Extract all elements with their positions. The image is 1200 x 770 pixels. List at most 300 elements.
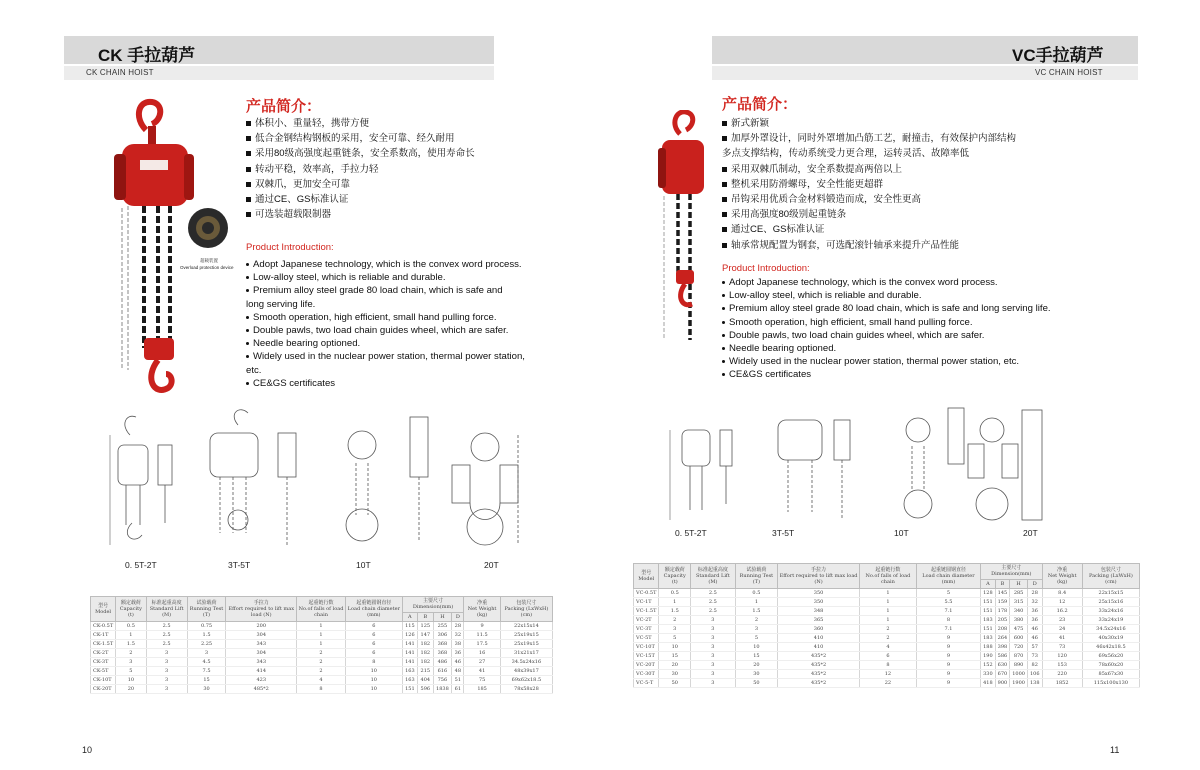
table-cell: 128 — [981, 588, 996, 597]
table-cell: 3 — [146, 666, 187, 675]
table-cell: CK-1.5T — [91, 639, 116, 648]
table-cell: 10 — [659, 642, 691, 651]
table-cell: 2.5 — [691, 597, 736, 606]
table-cell: 398 — [995, 642, 1010, 651]
table-cell: 50 — [659, 678, 691, 687]
list-item: Low-alloy steel, which is reliable and durable. — [722, 289, 1051, 302]
table-cell: 85x67x30 — [1082, 669, 1139, 678]
table-cell: 6 — [345, 639, 402, 648]
table-cell: 8 — [916, 615, 980, 624]
table-cell: 31x21x17 — [500, 648, 552, 657]
diagram-caption: 10T — [894, 528, 909, 538]
bullet-icon — [246, 182, 251, 187]
bullet-icon — [246, 151, 251, 156]
table-cell: 147 — [418, 630, 433, 639]
left-intro-en-title: Product Introduction: — [246, 242, 334, 253]
table-cell: 9 — [916, 642, 980, 651]
list-item: Adopt Japanese technology, which is the convex word process. — [246, 258, 525, 271]
diagram-caption: 0. 5T-2T — [675, 528, 707, 538]
table-cell: 435*2 — [778, 660, 860, 669]
table-cell: 2.5 — [146, 630, 187, 639]
list-item: 通过CE、GS标准认证 — [722, 222, 1016, 237]
table-cell: 12 — [1042, 597, 1082, 606]
list-item: CE&GS certificates — [246, 377, 525, 390]
list-item: Smooth operation, high efficient, small hand pulling force. — [722, 316, 1051, 329]
table-cell: 380 — [1010, 615, 1028, 624]
left-page-title: CK 手拉葫芦 — [98, 46, 196, 65]
bullet-icon — [722, 294, 725, 297]
list-item: Double pawls, two load chain guides wheel, which are safer. — [722, 329, 1051, 342]
device-label-en: Overload protection device — [180, 265, 234, 270]
table-cell: 15 — [187, 675, 226, 684]
table-cell: 0.5 — [116, 621, 146, 630]
bullet-icon — [722, 321, 725, 324]
table-cell: 115x100x130 — [1082, 678, 1139, 687]
table-row — [634, 624, 1140, 633]
ck-table-body — [91, 621, 553, 693]
table-cell: 2.5 — [146, 621, 187, 630]
diagram-caption: 20T — [1023, 528, 1038, 538]
table-cell: 24 — [1042, 624, 1082, 633]
bullet-icon — [246, 316, 249, 319]
table-cell: 264 — [995, 633, 1010, 642]
table-cell: VC-20T — [634, 660, 659, 669]
table-cell: 200 — [226, 621, 297, 630]
table-cell: 1 — [859, 606, 916, 615]
table-cell: 3 — [691, 624, 736, 633]
table-cell: 435*2 — [778, 651, 860, 660]
table-cell: VC-2T — [634, 615, 659, 624]
table-header-cell: B — [418, 612, 433, 621]
table-cell: 0.5 — [659, 588, 691, 597]
table-cell: 25x15x16 — [1082, 597, 1139, 606]
table-cell: 586 — [995, 651, 1010, 660]
table-cell: CK-2T — [91, 648, 116, 657]
bullet-icon — [722, 182, 727, 187]
table-cell: VC-5T — [634, 633, 659, 642]
list-item: 采用双棘爪制动，安全系数提高两倍以上 — [722, 162, 1016, 177]
table-cell: 7.1 — [916, 624, 980, 633]
table-header-cell: 净重 Net Weight (kg) — [1042, 564, 1082, 589]
table-cell: 1.5 — [735, 606, 778, 615]
table-header-cell: 额定载荷 Capacity (t) — [116, 597, 146, 622]
table-cell: 1 — [735, 597, 778, 606]
diagram-caption: 0. 5T-2T — [125, 560, 157, 570]
table-header-cell: 额定载荷 Capacity (t) — [659, 564, 691, 589]
table-cell: 10 — [345, 675, 402, 684]
table-cell: 182 — [418, 657, 433, 666]
table-cell: 20 — [735, 660, 778, 669]
table-cell: 46x42x18.5 — [1082, 642, 1139, 651]
right-page — [600, 0, 1200, 770]
table-cell: 11.5 — [464, 630, 500, 639]
table-cell: 22x15x15 — [1082, 588, 1139, 597]
table-cell: 182 — [418, 639, 433, 648]
table-cell: 141 — [402, 657, 417, 666]
table-cell: 15 — [659, 651, 691, 660]
table-cell: 2 — [735, 615, 778, 624]
table-cell: 410 — [778, 633, 860, 642]
list-item: 加厚外罩设计，同时外罩增加凸筋工艺，耐撞击，有效保护内部结构 多点支撑结构，传动系统受力更合理，运转灵活、故障率低 — [722, 133, 1017, 160]
table-cell: 185 — [464, 684, 500, 693]
table-header-cell: D — [1027, 579, 1042, 588]
table-cell: 368 — [433, 639, 452, 648]
table-cell: CK-5T — [91, 666, 116, 675]
table-row — [634, 615, 1140, 624]
table-cell: 40x30x19 — [1082, 633, 1139, 642]
table-cell: 30 — [187, 684, 226, 693]
bullet-icon — [246, 382, 249, 385]
table-cell: 3 — [691, 651, 736, 660]
right-intro-en-title: Product Introduction: — [722, 263, 810, 274]
list-item: 采用高强度80级别起重链条 — [722, 207, 1016, 222]
table-cell: 28 — [1027, 588, 1042, 597]
table-cell: 1838 — [433, 684, 452, 693]
table-cell: 1 — [859, 588, 916, 597]
table-header-cell: 包装尺寸 Packing (LxWxH) (cm) — [1082, 564, 1139, 589]
table-row — [91, 630, 553, 639]
table-cell: 890 — [1010, 660, 1028, 669]
diagram-caption: 3T-5T — [772, 528, 795, 538]
table-cell: 1852 — [1042, 678, 1082, 687]
left-features-cn — [246, 116, 475, 222]
bullet-icon — [246, 342, 249, 345]
table-cell: 5 — [916, 588, 980, 597]
table-cell: 3 — [146, 648, 187, 657]
table-cell: 1 — [116, 630, 146, 639]
table-cell: 23 — [1042, 615, 1082, 624]
table-cell: 220 — [1042, 669, 1082, 678]
table-cell: 126 — [402, 630, 417, 639]
table-cell: 6 — [345, 621, 402, 630]
bullet-icon — [722, 136, 727, 141]
table-cell: 8 — [859, 660, 916, 669]
right-intro-cn-title: 产品简介： — [722, 96, 798, 113]
table-cell: 46 — [1027, 624, 1042, 633]
table-row — [634, 597, 1140, 606]
table-cell: 48 — [452, 666, 464, 675]
bullet-icon — [246, 276, 249, 279]
left-page-subtitle: CK CHAIN HOIST — [86, 68, 154, 77]
list-item: Double pawls, two load chain guides wheel, which are safer. — [246, 324, 525, 337]
table-cell: 151 — [981, 624, 996, 633]
table-cell: 2 — [859, 624, 916, 633]
table-row — [91, 666, 553, 675]
list-item: 轴承常规配置为钢套，可选配滚针轴承来提升产品性能 — [722, 238, 1016, 253]
table-cell: 8.4 — [1042, 588, 1082, 597]
table-cell: 151 — [402, 684, 417, 693]
table-cell: 152 — [981, 660, 996, 669]
table-cell: 414 — [226, 666, 297, 675]
table-cell: 2.5 — [691, 588, 736, 597]
list-item: Low-alloy steel, which is reliable and durable. — [246, 271, 525, 284]
table-cell: 106 — [1027, 669, 1042, 678]
table-header-cell: 标准起重高度 Standard Lift (M) — [146, 597, 187, 622]
bullet-icon — [246, 197, 251, 202]
table-cell: 151 — [981, 597, 996, 606]
table-cell: 141 — [402, 648, 417, 657]
table-cell: 616 — [433, 666, 452, 675]
table-cell: 2.25 — [187, 639, 226, 648]
table-cell: 188 — [981, 642, 996, 651]
table-cell: 3 — [691, 615, 736, 624]
table-cell: 9 — [916, 669, 980, 678]
bullet-icon — [722, 197, 727, 202]
vc-table-body — [634, 588, 1140, 687]
table-cell: 4.5 — [187, 657, 226, 666]
table-cell: 75 — [464, 675, 500, 684]
table-header-cell: 型号 Model — [634, 564, 659, 589]
table-cell: 0.5 — [735, 588, 778, 597]
table-row — [634, 651, 1140, 660]
table-cell: 485*2 — [226, 684, 297, 693]
table-row — [634, 588, 1140, 597]
list-item: 双棘爪，更加安全可靠 — [246, 177, 475, 192]
list-item: 可选装超载限制器 — [246, 207, 475, 222]
bullet-icon — [246, 121, 251, 126]
table-header-cell: A — [981, 579, 996, 588]
table-cell: 10 — [735, 642, 778, 651]
bullet-icon — [722, 334, 725, 337]
table-cell: 82 — [1027, 660, 1042, 669]
right-page-title: VC手拉葫芦 — [1012, 46, 1104, 65]
table-cell: 3 — [735, 624, 778, 633]
table-cell: 475 — [1010, 624, 1028, 633]
list-item: Adopt Japanese technology, which is the convex word process. — [722, 276, 1051, 289]
table-cell: 205 — [995, 615, 1010, 624]
table-cell: 3 — [691, 633, 736, 642]
table-cell: 1 — [297, 639, 346, 648]
table-header-cell: 手拉力 Effort required to lift max load (N) — [226, 597, 297, 622]
bullet-icon — [246, 263, 249, 266]
table-cell: 69x62x18.5 — [500, 675, 552, 684]
table-cell: 183 — [981, 615, 996, 624]
table-cell: 78x58x28 — [500, 684, 552, 693]
table-header-cell: 试验载荷 Running Test (T) — [735, 564, 778, 589]
table-cell: VC-0.5T — [634, 588, 659, 597]
table-cell: 115 — [402, 621, 417, 630]
table-cell: 4 — [297, 675, 346, 684]
table-cell: 720 — [1010, 642, 1028, 651]
table-cell: 3 — [691, 642, 736, 651]
table-cell: 20 — [116, 684, 146, 693]
bullet-icon — [722, 212, 727, 217]
table-cell: 3 — [187, 648, 226, 657]
table-cell: 61 — [452, 684, 464, 693]
table-header-cell: H — [1010, 579, 1028, 588]
table-cell: 28 — [452, 621, 464, 630]
table-cell: 3 — [146, 684, 187, 693]
table-header-cell: 起重链行数 No.of falls of load chain — [297, 597, 346, 622]
table-cell: 2.5 — [146, 639, 187, 648]
table-cell: 1 — [859, 615, 916, 624]
table-cell: 8 — [297, 684, 346, 693]
table-cell: 30 — [735, 669, 778, 678]
table-header-cell: B — [995, 579, 1010, 588]
table-cell: 2 — [297, 648, 346, 657]
table-cell: 486 — [433, 657, 452, 666]
table-header-cell: 手拉力 Effort required to lift max load (N) — [778, 564, 860, 589]
table-cell: VC-30T — [634, 669, 659, 678]
table-header-cell: 标准起重高度 Standard Lift (M) — [691, 564, 736, 589]
vc-spec-table — [633, 563, 1140, 688]
list-item: Premium alloy steel grade 80 load chain, which is safe and long serving life. — [722, 302, 1051, 315]
table-cell: 9 — [916, 678, 980, 687]
table-header-cell: 型号 Model — [91, 597, 116, 622]
table-cell: 33x24x16 — [1082, 606, 1139, 615]
table-cell: 36 — [452, 648, 464, 657]
table-cell: 4 — [859, 642, 916, 651]
table-cell: 20 — [659, 660, 691, 669]
list-item: CE&GS certificates — [722, 368, 1051, 381]
table-cell: 670 — [995, 669, 1010, 678]
table-cell: 1 — [297, 621, 346, 630]
table-row — [91, 621, 553, 630]
table-row — [634, 660, 1140, 669]
table-cell: 255 — [433, 621, 452, 630]
table-cell: 41 — [464, 666, 500, 675]
bullet-icon — [722, 167, 727, 172]
table-cell: 3 — [691, 678, 736, 687]
table-cell: 315 — [1010, 597, 1028, 606]
table-cell: 10 — [345, 684, 402, 693]
table-cell: 153 — [1042, 660, 1082, 669]
bullet-icon — [246, 167, 251, 172]
table-cell: 34.5x24x16 — [500, 657, 552, 666]
table-cell: 756 — [433, 675, 452, 684]
table-cell: 7.5 — [187, 666, 226, 675]
ck-spec-table — [90, 596, 553, 694]
table-cell: 10 — [345, 666, 402, 675]
table-cell: 9 — [464, 621, 500, 630]
bullet-icon — [246, 212, 251, 217]
table-cell: 600 — [1010, 633, 1028, 642]
table-header-cell: 主要尺寸 Dimension(mm) — [981, 564, 1042, 580]
table-cell: VC-1T — [634, 597, 659, 606]
table-cell: 306 — [433, 630, 452, 639]
vc-dimension-drawings — [650, 400, 1050, 530]
table-cell: 630 — [995, 660, 1010, 669]
list-item: 吊钩采用优质合金材料锻造而成，安全性更高 — [722, 192, 1016, 207]
table-cell: 2 — [116, 648, 146, 657]
list-item: 新式新颖 — [722, 116, 1016, 131]
table-cell: 215 — [418, 666, 433, 675]
table-cell: 141 — [402, 639, 417, 648]
table-cell: 46 — [1027, 633, 1042, 642]
table-cell: VC-15T — [634, 651, 659, 660]
table-cell: CK-1T — [91, 630, 116, 639]
table-cell: 1.5 — [116, 639, 146, 648]
list-item: 低合金钢结构钢板的采用，安全可靠、经久耐用 — [246, 131, 475, 146]
table-cell: 138 — [1027, 678, 1042, 687]
table-cell: 3 — [116, 657, 146, 666]
table-row — [91, 684, 553, 693]
table-cell: 1 — [859, 597, 916, 606]
list-item: Widely used in the nuclear power station, thermal power station, etc. — [722, 355, 1051, 368]
table-cell: 8 — [345, 657, 402, 666]
table-header-cell: 包装尺寸 Packing (LxWxH) (cm) — [500, 597, 552, 622]
table-cell: 22x15x14 — [500, 621, 552, 630]
table-cell: 178 — [995, 606, 1010, 615]
list-item: 转动平稳，效率高，手拉力轻 — [246, 162, 475, 177]
table-cell: 3 — [659, 624, 691, 633]
table-cell: 48x39x17 — [500, 666, 552, 675]
table-cell: CK-3T — [91, 657, 116, 666]
table-cell: 145 — [995, 588, 1010, 597]
list-item: Smooth operation, high efficient, small hand pulling force. — [246, 311, 525, 324]
table-header-row — [91, 597, 553, 613]
list-item: Needle bearing optioned. — [722, 342, 1051, 355]
table-cell: 25x19x15 — [500, 630, 552, 639]
bullet-icon — [246, 329, 249, 332]
table-cell: 3 — [691, 669, 736, 678]
list-item: 整机采用防滑螺母，安全性能更超群 — [722, 177, 1016, 192]
table-cell: 9 — [916, 633, 980, 642]
table-row — [91, 648, 553, 657]
table-cell: 2.5 — [691, 606, 736, 615]
bullet-icon — [722, 360, 725, 363]
table-row — [91, 675, 553, 684]
table-cell: 404 — [418, 675, 433, 684]
table-cell: 46 — [452, 657, 464, 666]
table-cell: 348 — [778, 606, 860, 615]
table-row — [91, 639, 553, 648]
table-cell: 3 — [146, 657, 187, 666]
table-cell: 38 — [452, 639, 464, 648]
list-item: 通过CE、GS标准认证 — [246, 192, 475, 207]
table-header-cell: A — [402, 612, 417, 621]
bullet-icon — [246, 136, 251, 141]
table-cell: 3 — [146, 675, 187, 684]
ck-dimension-drawings — [90, 405, 540, 557]
table-cell: 120 — [1042, 651, 1082, 660]
table-cell: 1 — [297, 630, 346, 639]
table-cell: 25x19x15 — [500, 639, 552, 648]
table-cell: 10 — [116, 675, 146, 684]
table-header-cell: 净重 Net Weight (kg) — [464, 597, 500, 622]
table-cell: 9 — [916, 651, 980, 660]
table-cell: 5 — [116, 666, 146, 675]
table-row — [91, 657, 553, 666]
table-cell: VC-1.5T — [634, 606, 659, 615]
table-cell: 57 — [1027, 642, 1042, 651]
table-row — [634, 642, 1140, 651]
table-header-row — [634, 564, 1140, 580]
table-header-cell: 起重链圆钢直径 Load chain diameter (mm) — [916, 564, 980, 589]
table-cell: 2 — [297, 666, 346, 675]
table-cell: 16 — [464, 648, 500, 657]
device-label-cn: 超载装置 — [200, 258, 218, 263]
diagram-caption: 20T — [484, 560, 499, 570]
table-cell: 182 — [418, 648, 433, 657]
table-cell: 12 — [859, 669, 916, 678]
table-cell: 1900 — [1010, 678, 1028, 687]
table-header-cell: D — [452, 612, 464, 621]
bullet-icon — [722, 373, 725, 376]
table-cell: 410 — [778, 642, 860, 651]
table-cell: 73 — [1027, 651, 1042, 660]
list-item: Needle bearing optioned. — [246, 337, 525, 350]
table-cell: 435*2 — [778, 678, 860, 687]
table-header-cell: H — [433, 612, 452, 621]
table-cell: 163 — [402, 675, 417, 684]
table-cell: 7.1 — [916, 606, 980, 615]
table-row — [634, 606, 1140, 615]
table-cell: 6 — [345, 630, 402, 639]
table-header-cell: 主要尺寸Dimension(mm) — [402, 597, 464, 613]
table-cell: CK-10T — [91, 675, 116, 684]
table-cell: 163 — [402, 666, 417, 675]
